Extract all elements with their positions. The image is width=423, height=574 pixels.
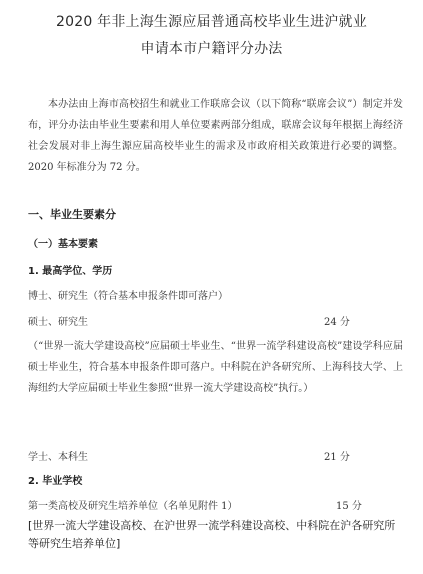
row-phd-label: 博士、研究生（符合基本申报条件即可落户） [28,291,228,302]
doc-title-line1: 2020 年非上海生源应届普通高校毕业生进沪就业 [56,14,367,30]
row-school [28,497,403,512]
note-master: （“世界一流大学建设高校”应届硕士毕业生、“世界一流学科建设高校”建设学科应届硕士毕业生，符合基本申报条件即可落户。中科院在沪各研究所、上海科技大学、上海纽约大学应届硕士毕业生参照“世界一流大学建设高校”执行。） [28,341,403,394]
row-master [28,313,403,328]
row-school-label: 第一类高校及研究生培养单位（名单见附件 1） [28,501,238,512]
subsection-heading-basic-factors: （一）基本要素 [28,239,98,250]
row-phd [28,287,403,302]
item-heading-degree: 1. 最高学位、学历 [28,266,113,277]
section-heading-graduate-factors: 一、毕业生要素分 [28,208,116,221]
school-bracket-note: [世界一流大学建设高校、在沪世界一流学科建设高校、中科院在沪各研究所等研究生培养单位] [28,519,396,550]
row-master-label: 硕士、研究生 [28,317,88,328]
item-heading-school: 2. 毕业学校 [28,476,83,487]
row-bachelor [28,448,403,463]
row-bachelor-score: 21 分 [324,452,350,463]
intro-paragraph: 本办法由上海市高校招生和就业工作联席会议（以下简称“联席会议”）制定并发布，评分办法由毕业生要素和用人单位要素两部分组成，联席会议每年根据上海经济社会发展对非上海生源应届高校毕业生的需求及市政府相关政策进行必要的调整。2020 年标准分为 72 分。 [28,99,403,173]
row-master-score: 24 分 [324,317,350,328]
row-bachelor-label: 学士、本科生 [28,452,88,463]
doc-title-line2: 申请本市户籍评分办法 [140,41,283,57]
row-school-score: 15 分 [336,501,362,512]
